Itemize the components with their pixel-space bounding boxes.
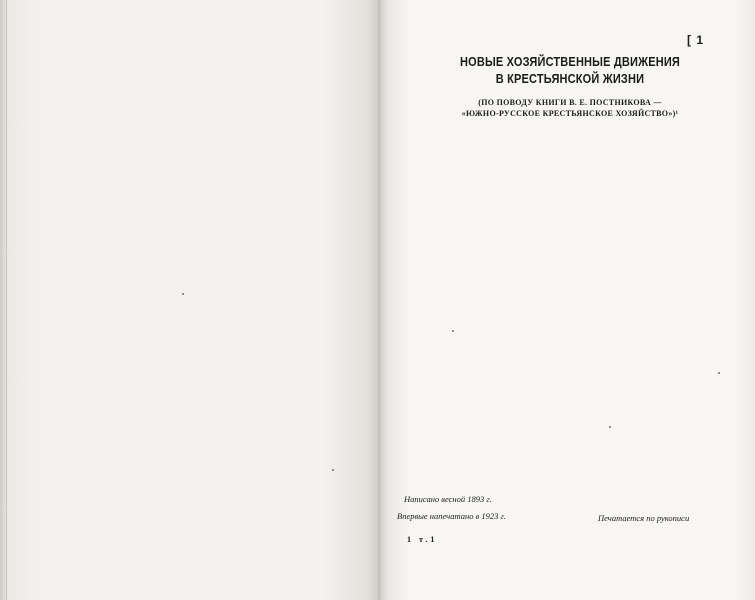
book-gutter bbox=[378, 0, 388, 600]
paper-speck bbox=[452, 330, 454, 332]
page-number: [ 1 bbox=[687, 33, 705, 47]
title-line-1: НОВЫЕ ХОЗЯЙСТВЕННЫЕ ДВИЖЕНИЯ bbox=[459, 55, 680, 69]
printer-signature: 1 т.1 bbox=[407, 535, 438, 544]
first-published-note: Впервые напечатано в 1923 г. bbox=[397, 511, 506, 521]
manuscript-note: Печатается по рукописи bbox=[598, 513, 690, 523]
paper-speck bbox=[182, 293, 184, 295]
written-date-note: Написано весной 1893 г. bbox=[404, 494, 492, 504]
paper-speck bbox=[718, 372, 720, 374]
subtitle-line-2: «ЮЖНО-РУССКОЕ КРЕСТЬЯНСКОЕ ХОЗЯЙСТВО»)¹ bbox=[461, 109, 679, 118]
subtitle-line-1: (ПО ПОВОДУ КНИГИ В. Е. ПОСТНИКОВА — bbox=[478, 98, 662, 107]
title-line-2: В КРЕСТЬЯНСКОЙ ЖИЗНИ bbox=[495, 72, 645, 86]
article-title bbox=[456, 54, 685, 88]
right-page bbox=[388, 0, 755, 600]
paper-speck bbox=[332, 469, 334, 471]
blank-left-page bbox=[6, 0, 379, 600]
article-subtitle bbox=[450, 97, 690, 119]
paper-speck bbox=[609, 426, 611, 428]
